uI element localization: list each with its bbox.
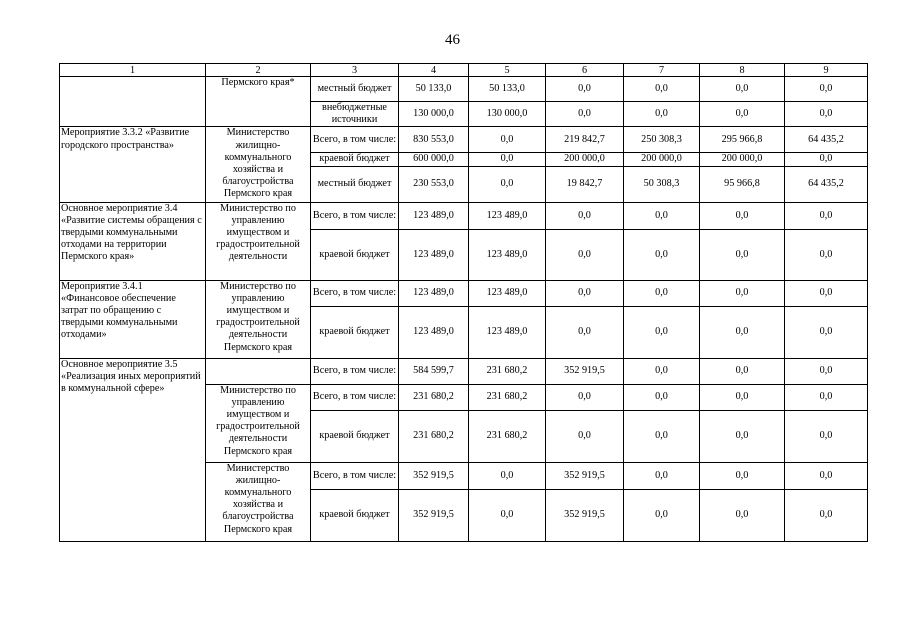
table-row: [60, 77, 868, 102]
column-header: 1: [60, 64, 206, 77]
value-cell: 0,0: [785, 410, 868, 462]
value-cell: 64 435,2: [785, 127, 868, 153]
value-cell: 0,0: [624, 202, 700, 229]
source-cell: местный бюджет: [311, 77, 399, 102]
executor-cell: Министерство жилищно-коммунального хозяйства и благоустройства Пермского края: [206, 462, 311, 541]
value-cell: 352 919,5: [546, 462, 624, 489]
value-cell: 0,0: [469, 127, 546, 153]
value-cell: 295 966,8: [700, 127, 785, 153]
value-cell: 0,0: [785, 384, 868, 410]
executor-cell: Министерство жилищно-коммунального хозяйства и благоустройства Пермского края: [206, 127, 311, 202]
column-header: 3: [311, 64, 399, 77]
value-cell: 200 000,0: [546, 153, 624, 166]
executor-cell: [206, 358, 311, 384]
column-header: 2: [206, 64, 311, 77]
value-cell: 123 489,0: [399, 280, 469, 306]
value-cell: 123 489,0: [399, 202, 469, 229]
value-cell: 0,0: [624, 280, 700, 306]
value-cell: 0,0: [785, 280, 868, 306]
page-number: 46: [445, 32, 460, 48]
value-cell: 0,0: [624, 306, 700, 358]
value-cell: 0,0: [785, 229, 868, 280]
value-cell: 0,0: [546, 202, 624, 229]
value-cell: 0,0: [785, 306, 868, 358]
value-cell: 0,0: [624, 384, 700, 410]
value-cell: 0,0: [546, 280, 624, 306]
value-cell: 0,0: [700, 358, 785, 384]
source-cell: краевой бюджет: [311, 153, 399, 166]
value-cell: 0,0: [785, 202, 868, 229]
value-cell: 123 489,0: [399, 306, 469, 358]
value-cell: 123 489,0: [469, 229, 546, 280]
value-cell: 0,0: [624, 489, 700, 541]
source-cell: Всего, в том числе:: [311, 462, 399, 489]
value-cell: 830 553,0: [399, 127, 469, 153]
value-cell: 0,0: [700, 102, 785, 127]
value-cell: 0,0: [700, 489, 785, 541]
value-cell: 0,0: [624, 102, 700, 127]
value-cell: 123 489,0: [469, 202, 546, 229]
value-cell: 64 435,2: [785, 166, 868, 202]
budget-table: [59, 63, 868, 542]
value-cell: 352 919,5: [399, 489, 469, 541]
column-header: 4: [399, 64, 469, 77]
activity-cell: [60, 77, 206, 127]
value-cell: 19 842,7: [546, 166, 624, 202]
value-cell: 0,0: [785, 489, 868, 541]
column-header-row: [60, 64, 868, 77]
value-cell: 50 308,3: [624, 166, 700, 202]
value-cell: 0,0: [785, 462, 868, 489]
value-cell: 0,0: [700, 229, 785, 280]
activity-cell: Основное мероприятие 3.5 «Реализация иных мероприятий в коммунальной сфере»: [60, 358, 206, 541]
value-cell: 123 489,0: [469, 280, 546, 306]
value-cell: 0,0: [700, 462, 785, 489]
value-cell: 0,0: [700, 410, 785, 462]
activity-cell: Мероприятие 3.4.1 «Финансовое обеспечение затрат по обращению с твердыми коммунальными отходами»: [60, 280, 206, 358]
column-header: 9: [785, 64, 868, 77]
value-cell: 0,0: [469, 166, 546, 202]
source-cell: краевой бюджет: [311, 229, 399, 280]
source-cell: краевой бюджет: [311, 489, 399, 541]
value-cell: 0,0: [700, 77, 785, 102]
value-cell: 0,0: [785, 153, 868, 166]
value-cell: 0,0: [785, 358, 868, 384]
source-cell: местный бюджет: [311, 166, 399, 202]
value-cell: 0,0: [546, 102, 624, 127]
executor-cell: Пермского края*: [206, 77, 311, 127]
value-cell: 0,0: [700, 280, 785, 306]
value-cell: 50 133,0: [399, 77, 469, 102]
value-cell: 0,0: [700, 306, 785, 358]
source-cell: краевой бюджет: [311, 306, 399, 358]
value-cell: 95 966,8: [700, 166, 785, 202]
executor-cell: Министерство по управлению имуществом и градостроительной деятельности Пермского края: [206, 280, 311, 358]
value-cell: 0,0: [469, 489, 546, 541]
value-cell: 0,0: [624, 462, 700, 489]
value-cell: 200 000,0: [624, 153, 700, 166]
source-cell: краевой бюджет: [311, 410, 399, 462]
value-cell: 584 599,7: [399, 358, 469, 384]
source-cell: Всего, в том числе:: [311, 202, 399, 229]
value-cell: 0,0: [546, 77, 624, 102]
value-cell: 0,0: [546, 410, 624, 462]
source-cell: внебюджетные источники: [311, 102, 399, 127]
column-header: 5: [469, 64, 546, 77]
value-cell: 231 680,2: [469, 358, 546, 384]
activity-cell: Мероприятие 3.3.2 «Развитие городского пространства»: [60, 127, 206, 202]
value-cell: 600 000,0: [399, 153, 469, 166]
value-cell: 231 680,2: [399, 384, 469, 410]
value-cell: 352 919,5: [399, 462, 469, 489]
value-cell: 352 919,5: [546, 489, 624, 541]
value-cell: 0,0: [469, 462, 546, 489]
value-cell: 231 680,2: [469, 410, 546, 462]
executor-cell: Министерство по управлению имуществом и градостроительной деятельности: [206, 202, 311, 280]
source-cell: Всего, в том числе:: [311, 358, 399, 384]
value-cell: 50 133,0: [469, 77, 546, 102]
source-cell: Всего, в том числе:: [311, 384, 399, 410]
table-row: [60, 358, 868, 384]
value-cell: 0,0: [785, 77, 868, 102]
value-cell: 352 919,5: [546, 358, 624, 384]
value-cell: 0,0: [700, 202, 785, 229]
source-cell: Всего, в том числе:: [311, 127, 399, 153]
executor-cell: Министерство по управлению имуществом и градостроительной деятельности Пермского края: [206, 384, 311, 462]
column-header: 6: [546, 64, 624, 77]
value-cell: 0,0: [546, 306, 624, 358]
table-row: [60, 202, 868, 229]
source-cell: Всего, в том числе:: [311, 280, 399, 306]
value-cell: 200 000,0: [700, 153, 785, 166]
table-row: [60, 280, 868, 306]
value-cell: 230 553,0: [399, 166, 469, 202]
value-cell: 231 680,2: [469, 384, 546, 410]
value-cell: 123 489,0: [399, 229, 469, 280]
value-cell: 0,0: [469, 153, 546, 166]
value-cell: 130 000,0: [399, 102, 469, 127]
value-cell: 0,0: [624, 77, 700, 102]
column-header: 8: [700, 64, 785, 77]
value-cell: 130 000,0: [469, 102, 546, 127]
table-row: [60, 127, 868, 153]
value-cell: 0,0: [624, 358, 700, 384]
value-cell: 123 489,0: [469, 306, 546, 358]
value-cell: 0,0: [546, 384, 624, 410]
value-cell: 0,0: [785, 102, 868, 127]
value-cell: 0,0: [624, 229, 700, 280]
value-cell: 0,0: [700, 384, 785, 410]
column-header: 7: [624, 64, 700, 77]
value-cell: 0,0: [546, 229, 624, 280]
value-cell: 231 680,2: [399, 410, 469, 462]
value-cell: 250 308,3: [624, 127, 700, 153]
value-cell: 219 842,7: [546, 127, 624, 153]
value-cell: 0,0: [624, 410, 700, 462]
activity-cell: Основное мероприятие 3.4 «Развитие системы обращения с твердыми коммунальными отходами на территории Пермского края»: [60, 202, 206, 280]
